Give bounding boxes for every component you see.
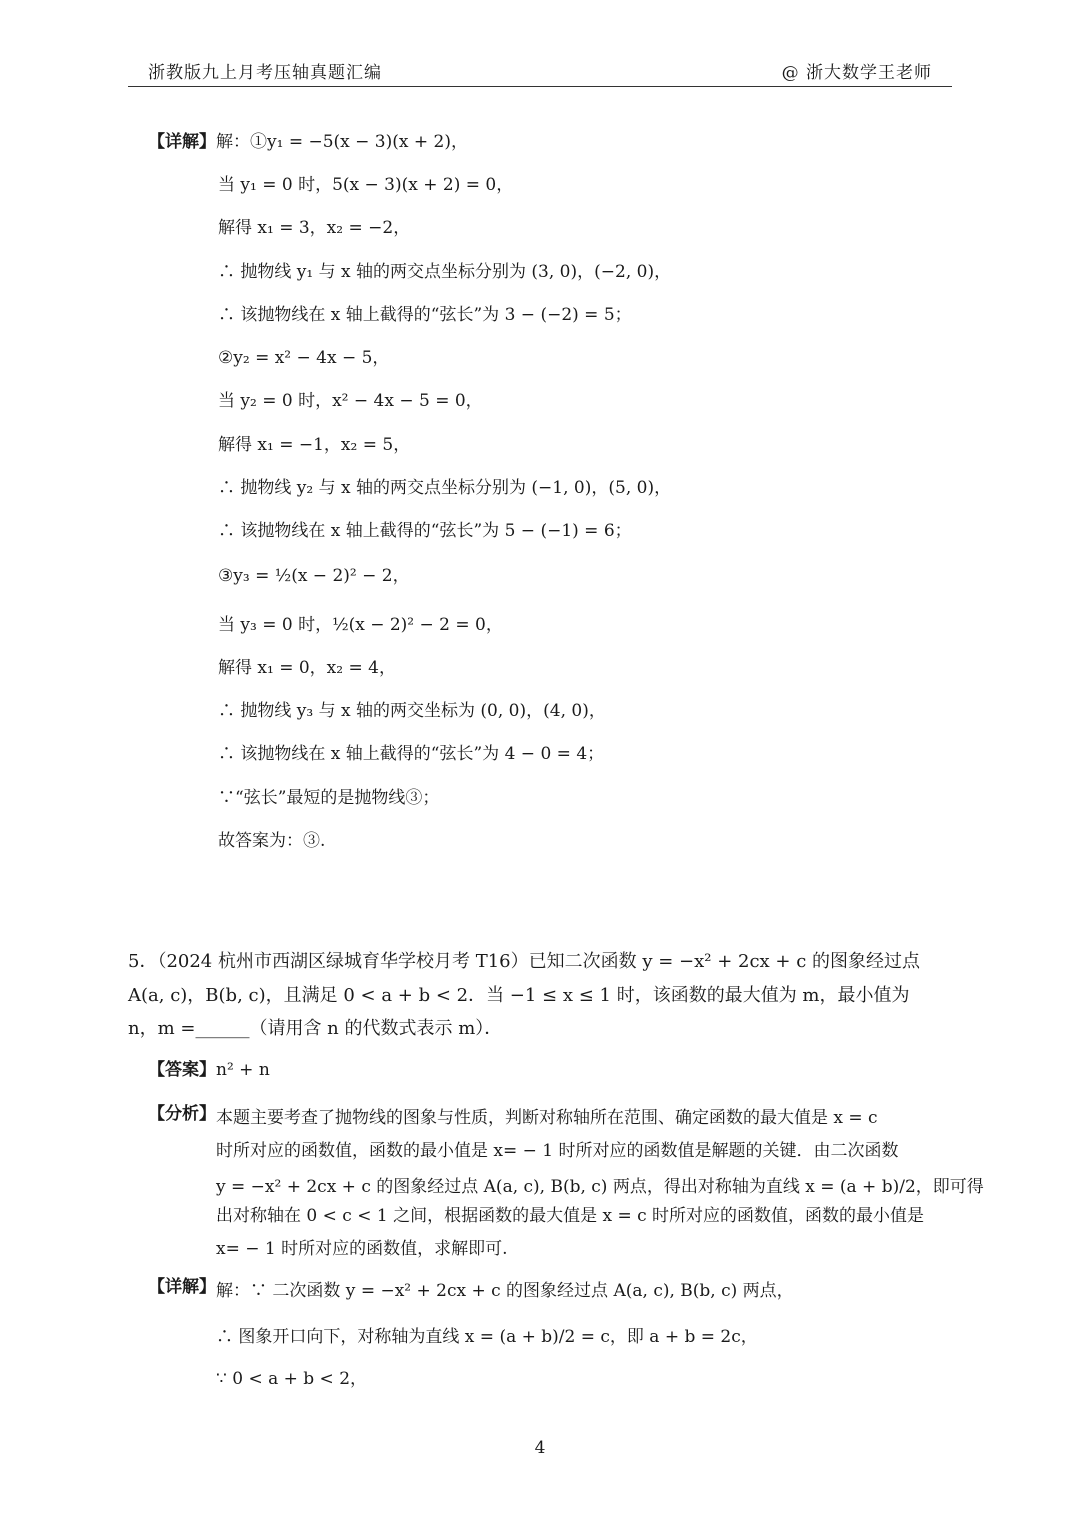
solution-line: ②y₂ = x² − 4x − 5，	[218, 348, 390, 368]
answer-label: 【答案】	[148, 1060, 216, 1080]
detail-line: 解：∵ 二次函数 y = −x² + 2cx + c 的图象经过点 A(a, c), B(b, c) 两点，	[216, 1281, 794, 1301]
solution-line: ∴ 抛物线 y₁ 与 x 轴的两交点坐标分别为 (3, 0)，(−2, 0)，	[218, 262, 672, 282]
solution-line: ∴ 抛物线 y₂ 与 x 轴的两交点坐标分别为 (−1, 0)，(5, 0)，	[218, 478, 672, 498]
solution-line: ③y₃ = ½(x − 2)² − 2，	[218, 566, 410, 586]
answer-line	[148, 1059, 270, 1081]
detail-label: 【详解】	[148, 132, 216, 152]
answer-value: n² + n	[216, 1060, 270, 1080]
analysis-label-line	[148, 1103, 216, 1125]
detail-line: ∴ 图象开口向下，对称轴为直线 x = (a + b)/2 = c，即 a + b = 2c，	[216, 1327, 758, 1347]
solution-line	[148, 131, 468, 153]
header-author: @ 浙大数学王老师	[781, 63, 932, 83]
header-title: 浙教版九上月考压轴真题汇编	[148, 63, 382, 83]
solution-line: 解得 x₁ = −1，x₂ = 5，	[218, 435, 411, 455]
solution-line: ∴ 该抛物线在 x 轴上截得的“弦长”为 3 − (−2) = 5；	[218, 305, 632, 325]
solution-line: 当 y₃ = 0 时，½(x − 2)² − 2 = 0，	[218, 615, 503, 635]
detail-label-line	[148, 1276, 216, 1298]
solution-line: ∵“弦长”最短的是抛物线③；	[218, 788, 440, 808]
page-number: 4	[534, 1438, 546, 1458]
analysis-line: 出对称轴在 0 < c < 1 之间，根据函数的最大值是 x = c 时所对应的函数值，函数的最小值是	[216, 1206, 925, 1226]
analysis-line: 本题主要考查了抛物线的图象与性质，判断对称轴所在范围、确定函数的最大值是 x = c	[216, 1108, 878, 1128]
analysis-line: x= − 1 时所对应的函数值，求解即可.	[216, 1239, 508, 1259]
page-header	[128, 58, 952, 86]
solution-line: ∴ 该抛物线在 x 轴上截得的“弦长”为 5 − (−1) = 6；	[218, 521, 632, 541]
solution-line: ∴ 抛物线 y₃ 与 x 轴的两交坐标为 (0, 0)，(4, 0)，	[218, 701, 606, 721]
solution-line: 当 y₁ = 0 时，5(x − 3)(x + 2) = 0，	[218, 175, 514, 195]
solution-line: 解得 x₁ = 0，x₂ = 4，	[218, 658, 396, 678]
analysis-label: 【分析】	[148, 1104, 216, 1124]
analysis-line: y = −x² + 2cx + c 的图象经过点 A(a, c), B(b, c) 两点，得出对称轴为直线 x = (a + b)/2，即可得	[216, 1177, 984, 1197]
detail-label: 【详解】	[148, 1277, 216, 1297]
solution-line: ∴ 该抛物线在 x 轴上截得的“弦长”为 4 − 0 = 4；	[218, 744, 605, 764]
solution-line: 当 y₂ = 0 时，x² − 4x − 5 = 0，	[218, 391, 483, 411]
analysis-line: 时所对应的函数值，函数的最小值是 x= − 1 时所对应的函数值是解题的关键．由二次函数	[216, 1141, 899, 1161]
solution-text: 解：①y₁ = −5(x − 3)(x + 2)，	[216, 132, 468, 152]
header-divider	[128, 86, 952, 87]
detail-line: ∵ 0 < a + b < 2，	[216, 1369, 368, 1389]
solution-line: 故答案为：③.	[218, 831, 326, 851]
question-5-line-2: A(a, c)，B(b, c)，且满足 0 < a + b < 2．当 −1 ≤ x ≤ 1 时，该函数的最大值为 m，最小值为	[128, 985, 910, 1006]
solution-line: 解得 x₁ = 3，x₂ = −2，	[218, 218, 411, 238]
question-5-line-3: n，m =______（请用含 n 的代数式表示 m）．	[128, 1018, 503, 1039]
question-5-line-1: 5．（2024 杭州市西湖区绿城育华学校月考 T16）已知二次函数 y = −x² + 2cx + c 的图象经过点	[128, 951, 921, 972]
